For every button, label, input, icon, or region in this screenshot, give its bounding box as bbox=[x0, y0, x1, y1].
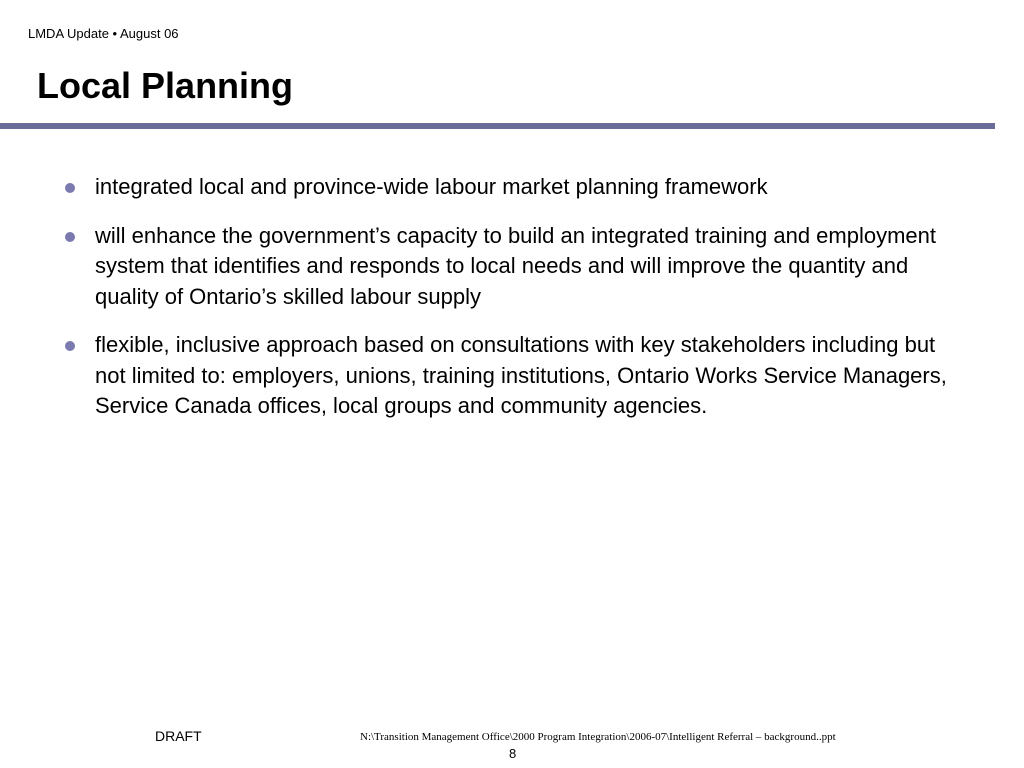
bullet-item bbox=[62, 330, 952, 422]
bullet-dot-icon bbox=[65, 183, 75, 193]
bullet-dot-icon bbox=[65, 232, 75, 242]
bullet-item bbox=[62, 221, 952, 313]
bullet-text: integrated local and province-wide labour market planning framework bbox=[95, 174, 768, 199]
footer-draft-label: DRAFT bbox=[155, 728, 202, 744]
bullet-item bbox=[62, 172, 952, 203]
page-number: 8 bbox=[509, 746, 517, 761]
footer-file-path: N:\Transition Management Office\2000 Program Integration\2006-07\Intelligent Referral – background..ppt bbox=[360, 731, 836, 743]
bullet-text: flexible, inclusive approach based on consultations with key stakeholders including but not limited to: employers, unions, training institutions, Ontario Works Service Managers, Service Canada offices, local groups and community agencies. bbox=[95, 332, 947, 418]
slide-title: Local Planning bbox=[37, 65, 294, 106]
header-note: LMDA Update • August 06 bbox=[28, 26, 179, 41]
bullet-list bbox=[62, 172, 952, 440]
bullet-dot-icon bbox=[65, 341, 75, 351]
bullet-text: will enhance the government’s capacity to build an integrated training and employment system that identifies and responds to local needs and will improve the quantity and quality of Ontario’s skilled labour supply bbox=[95, 222, 936, 309]
title-divider bbox=[0, 123, 995, 129]
